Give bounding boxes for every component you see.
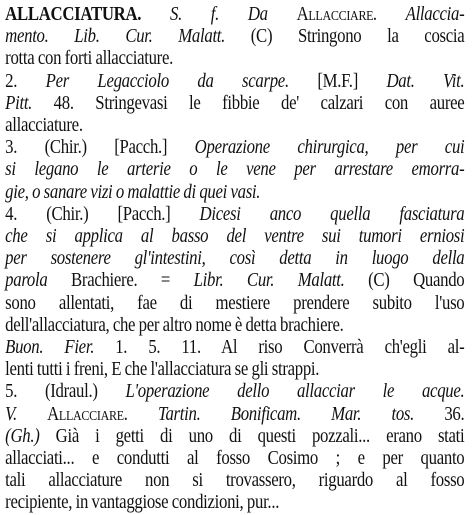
entry-line [5, 470, 464, 492]
entry-text-segment: ALLACCIATURA. [5, 4, 142, 25]
entry-line [5, 381, 464, 403]
entry-line [5, 337, 464, 359]
entry-text-segment: tali allacciature non si trovassero, riguardo al fosso [5, 470, 465, 492]
entry-text-segment: Per Legacciolo da scarpe. [45, 70, 289, 92]
entry-line [5, 115, 464, 137]
entry-text-segment: si legano le arterie o le vene per arrestare emorra- [5, 159, 465, 181]
entry-line [5, 293, 464, 315]
entry-text-segment [141, 4, 170, 25]
entry-text-segment: Brachiere. = [47, 270, 194, 292]
entry-line [5, 93, 464, 115]
entry-text-segment: 2. [5, 70, 46, 92]
entry-line [5, 26, 464, 48]
entry-text-segment: allacciature. [5, 115, 83, 137]
entry-text-segment: sono allentati, fae di mestiere prendere subito l'uso [5, 292, 465, 314]
entry-text-segment: gie, o sanare vizi o malattie di quei vasi. [5, 181, 261, 203]
entry-line [5, 71, 464, 93]
entry-text-segment: recipiente, in vantaggiose condizioni, pur... [5, 492, 280, 514]
entry-text-segment: lenti tutti i freni, E che l'allacciatura se gli strappi. [5, 359, 320, 381]
entry-line [5, 492, 464, 514]
entry-text-segment: che si applica al basso del ventre sui tumori erniosi [5, 226, 465, 248]
entry-text-segment: (C) Stringono la coscia [225, 26, 465, 48]
entry-text-segment: . Allaccia- [373, 4, 465, 25]
entry-text-segment: Operazione chirurgica, per cui [194, 137, 465, 159]
entry-line [5, 448, 464, 470]
entry-text-segment: S. f. Da [169, 4, 297, 25]
entry-text-segment: dell'allacciatura, che per altro nome è detta brachiere. [5, 314, 344, 336]
entry-text-segment: . [123, 403, 158, 425]
entry-text-segment: L'operazione dello allacciar le acque. [125, 381, 465, 403]
entry-line [5, 404, 464, 426]
entry-text-segment: V. [5, 403, 48, 425]
entry-line [5, 248, 464, 270]
entry-line [5, 426, 464, 448]
entry-line [5, 137, 464, 159]
entry-line [5, 4, 464, 26]
entry-text-segment: Tartin. Bonificam. Mar. tos. [157, 403, 415, 425]
entry-text-segment: Già i getti di uno di questi pozzali... erano stati [39, 425, 465, 447]
entry-text-segment: (C) Quando [344, 270, 465, 292]
entry-line [5, 315, 464, 337]
entry-text-segment: Dat. Vit. [386, 70, 465, 92]
entry-text-segment: parola [5, 270, 48, 292]
entry-line [5, 270, 464, 292]
entry-line [5, 204, 464, 226]
entry-text-segment: 4. (Chir.) [Pacch.] [5, 203, 200, 225]
entry-text-segment: 5. (Idraul.) [5, 381, 126, 403]
entry-text-segment: 3. (Chir.) [Pacch.] [5, 137, 195, 159]
entry-line [5, 359, 464, 381]
entry-text-segment: Allacciare [296, 4, 374, 25]
entry-text-segment: mento. Lib. Cur. Malatt. [5, 26, 226, 48]
entry-text-segment: 36. [414, 403, 465, 425]
entry-text-segment: 48. Stringevasi le fibbie de' calzari con auree [32, 92, 465, 114]
entry-text-segment: rotta con forti allacciature. [5, 48, 174, 70]
entry-text-segment: Dicesi anco quella fasciatura [199, 203, 465, 225]
entry-text-segment: allacciati... e condutti al fosso Cosimo ; e per quanto [5, 448, 465, 470]
entry-line [5, 182, 464, 204]
entry-line [5, 159, 464, 181]
entry-line [5, 48, 464, 70]
entry-text-segment: Allacciare [47, 403, 124, 425]
entry-text-segment: [M.F.] [288, 70, 387, 92]
entry-text-segment: per sostenere gl'intestini, così detta in luogo della [5, 248, 465, 270]
entry-text-segment: (Gh.) [5, 425, 40, 447]
entry-text-segment: Libr. Cur. Malatt. [193, 270, 345, 292]
entry-text-segment: Buon. Fier. [5, 337, 95, 359]
entry-text-segment: Pitt. [5, 92, 33, 114]
entry-text-segment: 1. 5. 11. Al riso Converrà ch'egli al- [94, 337, 465, 359]
entry-line [5, 226, 464, 248]
